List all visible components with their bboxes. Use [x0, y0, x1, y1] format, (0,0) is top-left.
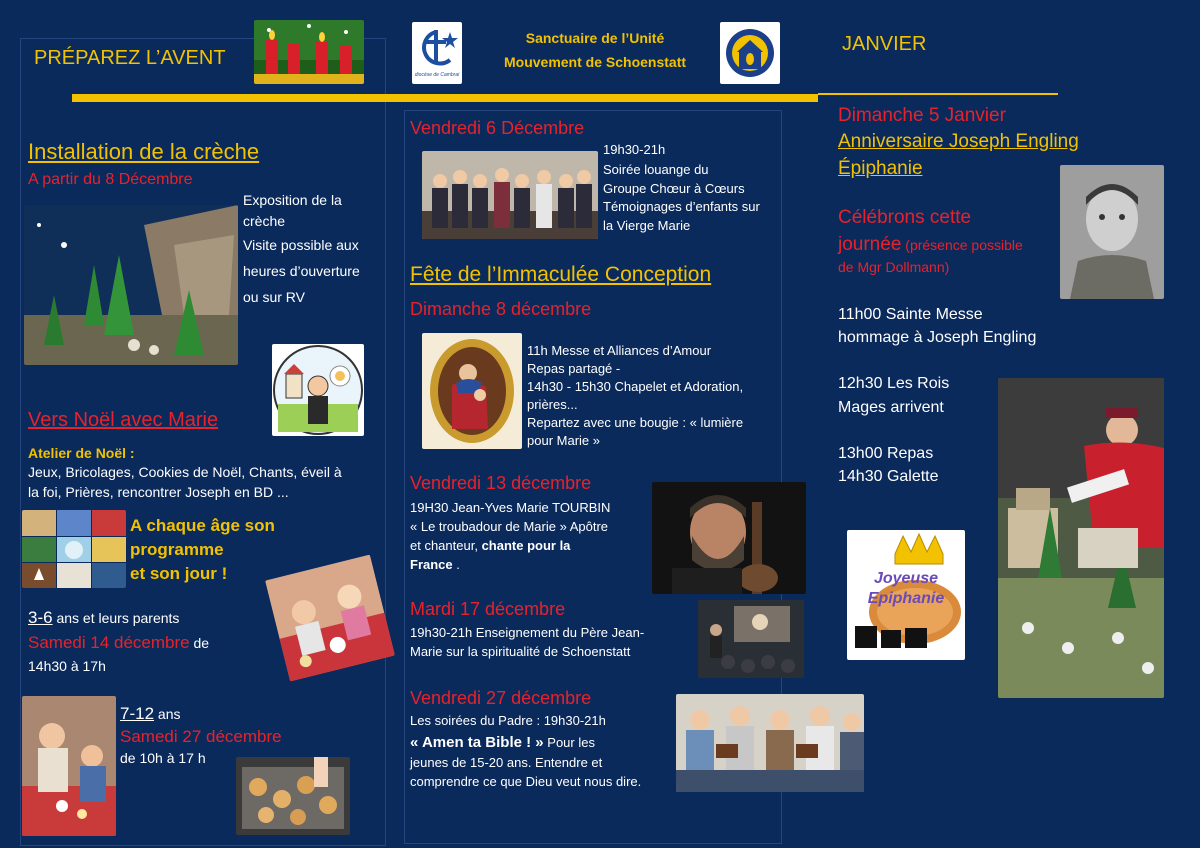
header-right-title: JANVIER	[842, 33, 927, 55]
event-5-line-1: Les soirées du Padre : 19h30-21h	[410, 713, 606, 728]
event-1-line-1: Soirée louange du	[603, 162, 709, 177]
event-3-line-4b: .	[452, 557, 460, 572]
age-line-3: et son jour !	[130, 564, 228, 583]
creche-title: Installation de la crèche	[28, 139, 260, 164]
choir-group-image	[422, 151, 598, 239]
event-3-line-3a: et chanteur,	[410, 538, 482, 553]
event-1-line-4: la Vierge Marie	[603, 218, 691, 233]
atelier-title: Atelier de Noël :	[28, 445, 135, 461]
event-5-line-3: jeunes de 15-20 ans. Entendre et	[410, 755, 603, 770]
diocese-logo-caption: diocèse de Cambrai	[414, 72, 460, 78]
celebrons-journee: journée	[838, 234, 902, 255]
january-epiphany: Épiphanie	[838, 158, 923, 179]
event-5-line-2	[410, 734, 595, 753]
creche-date: A partir du 8 Décembre	[28, 171, 193, 188]
noel-title: Vers Noël avec Marie	[28, 409, 219, 431]
event-3-line-3	[410, 538, 570, 554]
group-1-de: de	[189, 635, 210, 651]
creche-text-2: crèche	[243, 213, 286, 229]
group-2-age	[120, 703, 181, 724]
event-3-date: Vendredi 13 décembre	[410, 473, 592, 493]
header-sanctuary-title: Sanctuaire de l’Unité	[525, 30, 665, 46]
january-date: Dimanche 5 Janvier	[838, 105, 1006, 126]
epiphanie-text: Epiphanie	[867, 590, 945, 607]
header-left-title: PRÉPAREZ L’AVENT	[34, 47, 226, 69]
crafts-collage-image	[22, 510, 126, 588]
fete-line-1: 11h Messe et Alliances d’Amour	[527, 343, 712, 358]
event-3-line-1: 19H30 Jean-Yves Marie TOURBIN	[410, 500, 611, 515]
group-2-age-range: 7-12	[120, 704, 155, 723]
atelier-text-1: Jeux, Bricolages, Cookies de Noël, Chants, éveil à	[28, 464, 342, 480]
program-line-3: 12h30 Les Rois	[838, 375, 950, 392]
creche-text-1: Exposition de la	[243, 192, 342, 208]
creche-image	[24, 205, 238, 365]
group-1-date-text: Samedi 14 décembre	[28, 633, 190, 652]
crown-icon	[895, 534, 943, 564]
event-3-line-3b: chante pour la	[481, 538, 571, 553]
celebrons-line-1: Célébrons cette	[838, 207, 972, 228]
joyeuse-text: Joyeuse	[873, 570, 939, 587]
header-divider-yellow	[72, 94, 818, 102]
atelier-text-2: la foi, Prières, rencontrer Joseph en BD ...	[28, 484, 289, 500]
creche-text-5: ou sur RV	[243, 289, 305, 305]
group-1-age-range: 3-6	[28, 608, 53, 627]
group-1-age	[28, 607, 179, 628]
age-line-2: programme	[130, 540, 224, 559]
bishop-creche-image	[998, 378, 1164, 698]
diocese-logo	[412, 22, 462, 84]
event-5-line-2a: « Amen ta Bible ! »	[410, 734, 544, 751]
program-line-6: 14h30 Galette	[838, 468, 939, 485]
group-2-time: de 10h à 17 h	[120, 750, 206, 766]
event-5-line-4: comprendre ce que Dieu veut nous dire.	[410, 774, 642, 789]
event-1-date: Vendredi 6 Décembre	[410, 118, 585, 138]
singer-portrait-image	[652, 482, 806, 594]
fete-line-3: 14h30 - 15h30 Chapelet et Adoration,	[527, 379, 744, 394]
epiphany-card-image	[847, 530, 965, 660]
event-3-line-4	[410, 557, 460, 573]
presence-line-2: de Mgr Dollmann)	[838, 259, 950, 275]
age-line-1: A chaque âge son	[130, 516, 275, 535]
event-3-line-4a: France	[410, 557, 453, 572]
program-line-2: hommage à Joseph Engling	[838, 329, 1037, 346]
group-1-age-rest: ans et leurs parents	[52, 610, 180, 626]
event-5-date: Vendredi 27 décembre	[410, 688, 592, 708]
fete-line-2: Repas partagé -	[527, 361, 621, 376]
virgin-mary-image	[422, 333, 522, 449]
kids-table-image	[22, 696, 116, 836]
celebrons-line-2	[838, 233, 1023, 257]
event-1-time: 19h30-21h	[603, 142, 666, 157]
program-line-4: Mages arrivent	[838, 399, 944, 416]
joseph-engling-portrait	[1060, 165, 1164, 299]
january-anniversary: Anniversaire Joseph Engling	[838, 131, 1079, 152]
group-2-age-rest: ans	[154, 706, 181, 722]
youth-bible-image	[676, 694, 864, 792]
event-1-line-3: Témoignages d’enfants sur	[603, 199, 760, 214]
group-1-time: 14h30 à 17h	[28, 658, 106, 674]
cookies-image	[236, 757, 350, 835]
schoenstatt-logo	[720, 22, 780, 84]
fete-line-4: prières...	[527, 397, 578, 412]
event-4-line-2: Marie sur la spiritualité de Schoenstatt	[410, 644, 631, 659]
event-4-date: Mardi 17 décembre	[410, 599, 566, 619]
event-5-line-2b: Pour les	[543, 735, 595, 750]
program-line-5: 13h00 Repas	[838, 445, 934, 462]
fete-date: Dimanche 8 décembre	[410, 299, 592, 319]
advent-candles-image	[254, 20, 364, 84]
event-3-line-2: « Le troubadour de Marie » Apôtre	[410, 519, 609, 534]
fete-line-6: pour Marie »	[527, 433, 600, 448]
presence-line-1: (présence possible	[901, 237, 1023, 253]
fete-title: Fête de l’Immaculée Conception	[410, 263, 712, 286]
creche-text-4: heures d’ouverture	[243, 263, 360, 279]
fete-line-5: Repartez avec une bougie : « lumière	[527, 415, 744, 430]
group-2-date: Samedi 27 décembre	[120, 727, 282, 746]
group-1-date	[28, 632, 209, 653]
event-4-line-1: 19h30-21h Enseignement du Père Jean-	[410, 625, 645, 640]
creche-text-3: Visite possible aux	[243, 237, 359, 253]
program-line-1: 11h00 Sainte Messe	[838, 306, 983, 323]
header-divider-thin	[818, 93, 1058, 95]
header-movement-title: Mouvement de Schoenstatt	[503, 54, 687, 70]
teaching-image	[698, 600, 804, 678]
joseph-bd-image	[272, 344, 364, 436]
event-1-line-2: Groupe Chœur à Cœurs	[603, 181, 745, 196]
